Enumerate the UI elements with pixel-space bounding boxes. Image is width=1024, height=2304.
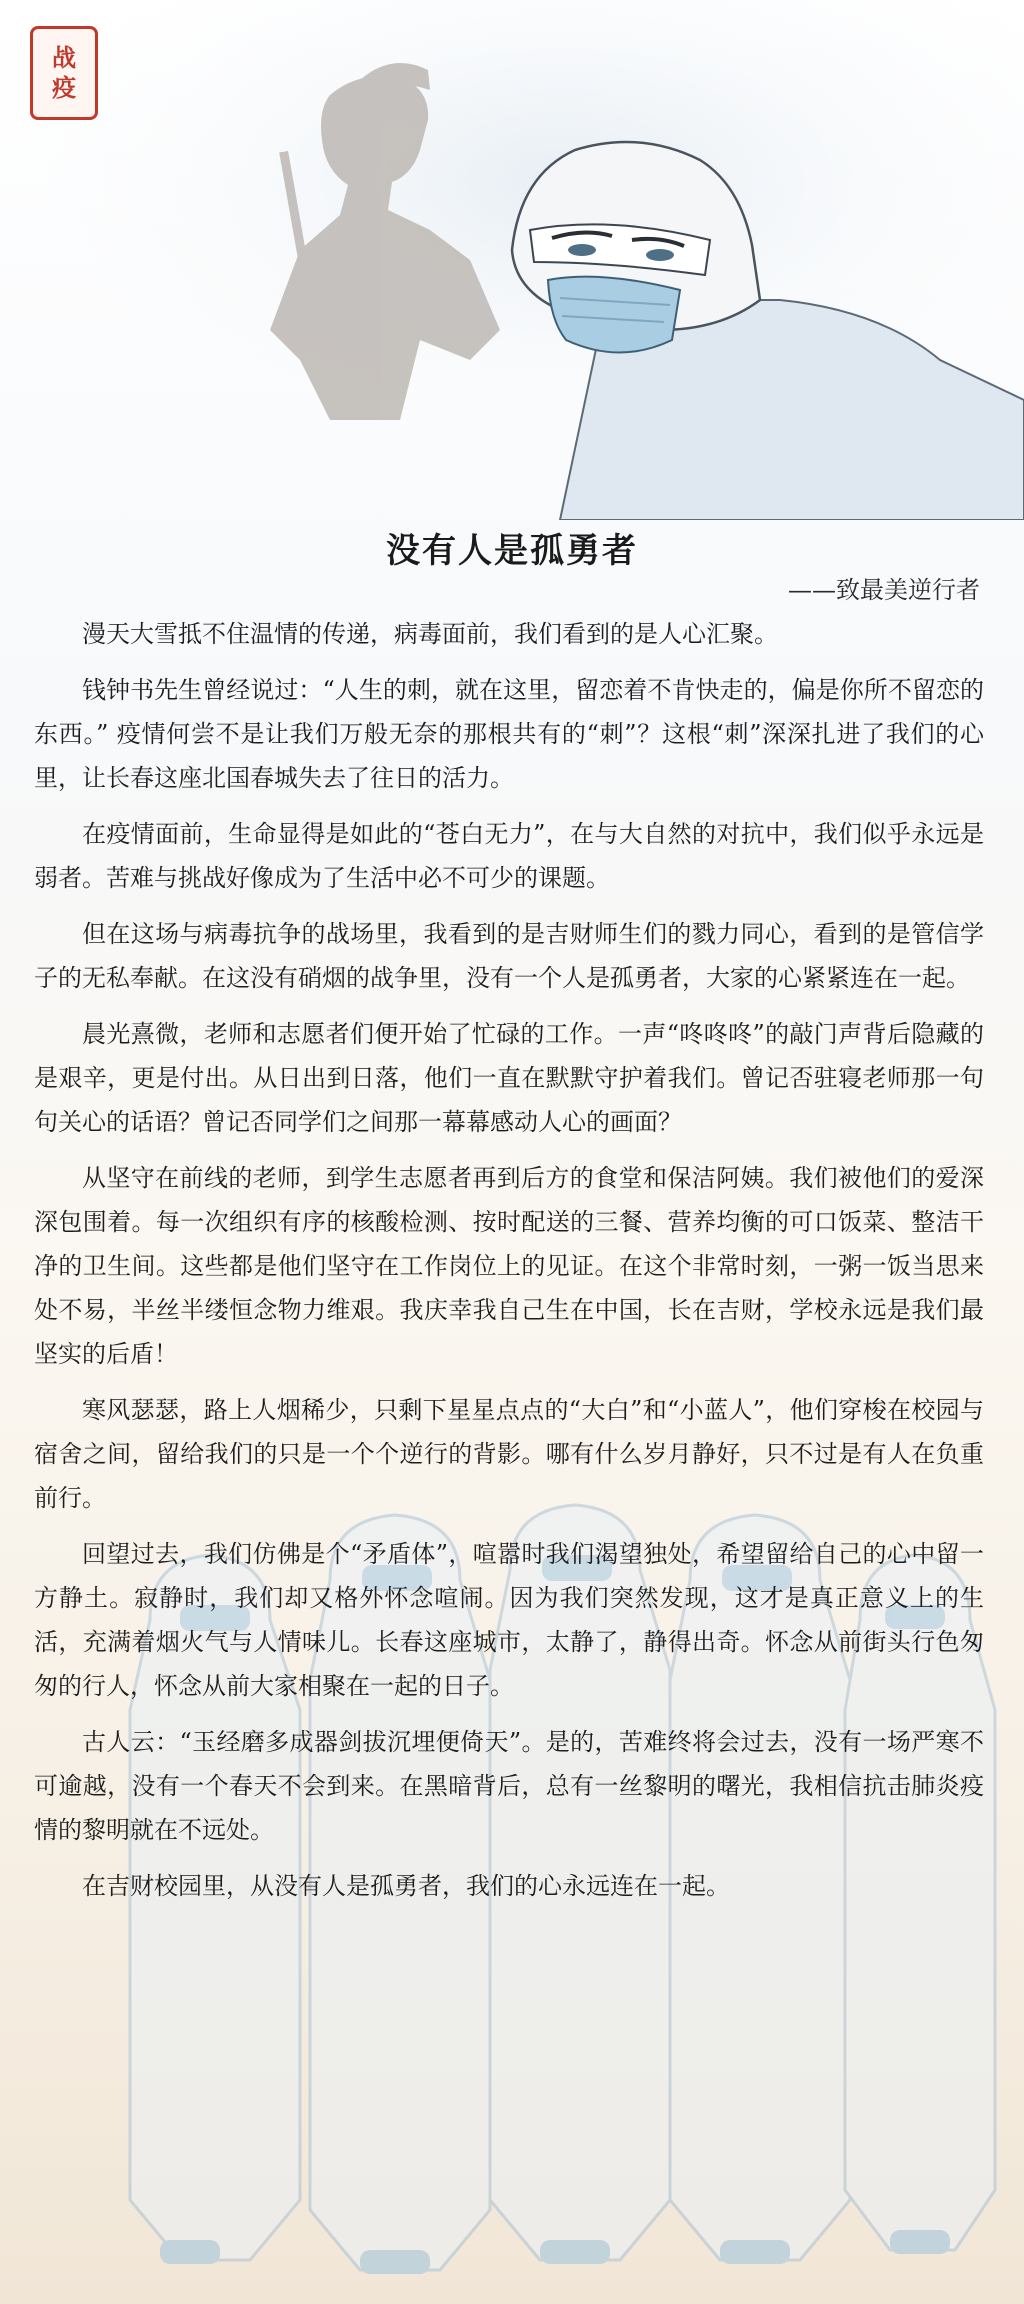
paragraph: 钱钟书先生曾经说过：“人生的刺，就在这里，留恋着不肯快走的，偏是你所不留恋的东西。” 疫情何尝不是让我们万般无奈的那根共有的“刺”？这根“刺”深深扎进了我们的心里，让长春这座北国春城失去了往日的活力。: [34, 676, 984, 792]
paragraph: 古人云：“玉经磨多成器剑拔沉埋便倚天”。是的，苦难终将会过去，没有一场严寒不可逾越，没有一个春天不会到来。在黑暗背后，总有一丝黎明的曙光，我相信抗击肺炎疫情的黎明就在不远处。: [34, 1728, 984, 1844]
article-body: [34, 612, 984, 1908]
seal-stamp-logo: 战 疫: [30, 26, 98, 120]
paragraph: 晨光熹微，老师和志愿者们便开始了忙碌的工作。一声“咚咚咚”的敲门声背后隐藏的是艰辛，更是付出。从日出到日落，他们一直在默默守护着我们。曾记否驻寝老师那一句句关心的话语？曾记否同学们之间那一幕幕感动人心的画面？: [34, 1020, 984, 1136]
paragraph: 从坚守在前线的老师，到学生志愿者再到后方的食堂和保洁阿姨。我们被他们的爱深深包围着。每一次组织有序的核酸检测、按时配送的三餐、营养均衡的可口饭菜、整洁干净的卫生间。这些都是他们坚守在工作岗位上的见证。在这个非常时刻，一粥一饭当思来处不易，半丝半缕恒念物力维艰。我庆幸我自己生在中国，长在吉财，学校永远是我们最坚实的后盾！: [34, 1164, 984, 1368]
paragraph: 漫天大雪抵不住温情的传递，病毒面前，我们看到的是人心汇聚。: [82, 620, 778, 648]
paragraph: 寒风瑟瑟，路上人烟稀少，只剩下星星点点的“大白”和“小蓝人”，他们穿梭在校园与宿舍之间，留给我们的只是一个个逆行的背影。哪有什么岁月静好，只不过是有人在负重前行。: [34, 1396, 984, 1512]
paragraph: 但在这场与病毒抗争的战场里，我看到的是吉财师生们的戮力同心，看到的是管信学子的无私奉献。在这没有硝烟的战争里，没有一个人是孤勇者，大家的心紧紧连在一起。: [34, 920, 984, 992]
paragraph: 在疫情面前，生命显得是如此的“苍白无力”，在与大自然的对抗中，我们似乎永远是弱者。苦难与挑战好像成为了生活中必不可少的课题。: [34, 820, 984, 892]
article-subtitle: ——致最美逆行者: [788, 576, 980, 604]
paragraph: 在吉财校园里，从没有人是孤勇者，我们的心永远连在一起。: [82, 1872, 730, 1900]
hero-illustration: [0, 0, 1024, 520]
article-title: 没有人是孤勇者: [386, 530, 638, 571]
paragraph: 回望过去，我们仿佛是个“矛盾体”，喧嚣时我们渴望独处，希望留给自己的心中留一方静土。寂静时，我们却又格外怀念喧闹。因为我们突然发现，这才是真正意义上的生活，充满着烟火气与人情味儿。长春这座城市，太静了，静得出奇。怀念从前街头行色匆匆的行人，怀念从前大家相聚在一起的日子。: [34, 1540, 984, 1700]
